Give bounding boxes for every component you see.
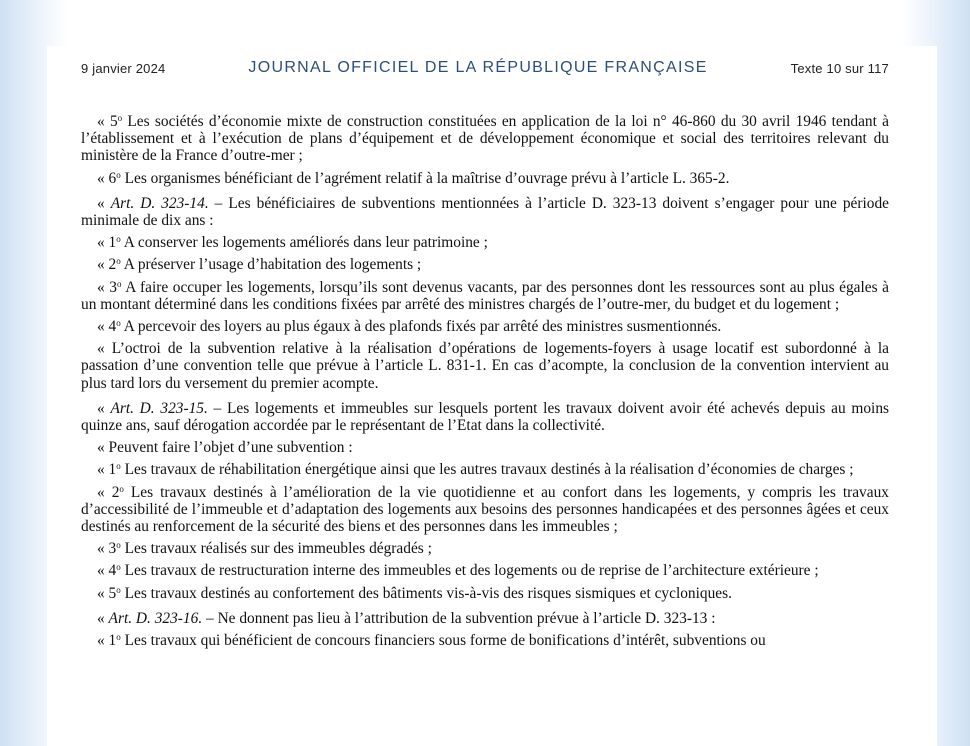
ordinal-marker: o (116, 461, 121, 472)
paragraph-text: L’octroi de la subvention relative à la réalisation d’opérations de logements-foyers à usage locatif est subordonné à la passation d’une convention telle que prévue à l’article L. 831-1. En cas d’acompte, la conclusion de la convention intervient au plus tard lors du versement du premier acompte. (81, 340, 890, 392)
article-paragraph (81, 400, 889, 434)
paragraph (81, 340, 889, 392)
paragraph (81, 562, 889, 579)
paragraph (81, 540, 889, 557)
paragraph-text: Les organismes bénéficiant de l’agrément relatif à la maîtrise d’ouvrage prévu à l’article L. 365-2. (120, 169, 730, 187)
paragraph-text: Les travaux de restructuration interne des immeubles et des logements ou de reprise de l’architecture extérieure ; (120, 562, 819, 580)
article-number: Art. D. 323-16. (108, 609, 203, 627)
paragraph-lead: « (97, 340, 112, 358)
ordinal-marker: o (116, 256, 121, 267)
paragraph-text: Les travaux qui bénéficient de concours financiers sous forme de bonifications d’intérêt, subventions ou (120, 632, 766, 650)
paragraph (81, 461, 889, 478)
paragraph-lead: « 1 (97, 461, 117, 479)
paragraph-text: Les sociétés d’économie mixte de construction constituées en application de la loi n° 46-860 du 30 avril 1946 tendant à l’établissement et à l’exécution de plans d’équipement et de développement économique et social des territoires relevant du ministère de la France d’outre-mer ; (81, 113, 889, 165)
paragraph (81, 585, 889, 602)
document-page (47, 46, 937, 746)
paragraph-text: Les travaux de réhabilitation énergétique ainsi que les autres travaux destinés à la réalisation d’économies de charges ; (120, 461, 854, 479)
page-header (81, 58, 889, 78)
paragraph-text: A préserver l’usage d’habitation des logements ; (120, 256, 422, 274)
ordinal-marker: o (116, 169, 121, 180)
paragraph (81, 439, 889, 456)
paragraph-lead: « 6 (97, 169, 117, 187)
paragraph-lead: « 1 (97, 632, 117, 650)
text-reference: Texte 10 sur 117 (790, 60, 889, 76)
paragraph-lead: « 2 (97, 483, 120, 501)
paragraph-text: A conserver les logements améliorés dans leur patrimoine ; (120, 234, 488, 252)
paragraph-lead: « 1 (97, 234, 117, 252)
document-body (81, 113, 889, 654)
paragraph-text: A percevoir des loyers au plus égaux à des plafonds fixés par arrêté des ministres susmentionnés. (120, 318, 722, 336)
publication-date: 9 janvier 2024 (81, 60, 166, 76)
ordinal-marker: o (116, 632, 121, 643)
article-paragraph (81, 195, 889, 229)
journal-title: JOURNAL OFFICIEL DE LA RÉPUBLIQUE FRANÇAISE (248, 59, 708, 76)
article-number: Art. D. 323-15. (110, 399, 208, 417)
paragraph-text: Peuvent faire l’objet d’une subvention : (108, 439, 353, 457)
paragraph-text: Les travaux destinés à l’amélioration de la vie quotidienne et au confort dans les logements, y compris les travaux d’accessibilité de l’immeuble et d’adaptation des logements aux besoins des personnes handicapées et des personnes âgées et ceux destinés au renforcement de la sécurité des biens et des personnes dans les immeubles ; (81, 483, 889, 536)
paragraph-lead: « (97, 609, 109, 627)
paragraph (81, 113, 889, 165)
paragraph-lead: « (97, 399, 111, 417)
ordinal-marker: o (116, 562, 121, 573)
paragraph (81, 279, 889, 313)
ordinal-marker: o (116, 234, 121, 245)
paragraph-text: – Ne donnent pas lieu à l’attribution de la subvention prévue à l’article D. 323-13 : (202, 609, 716, 627)
paragraph-text: A faire occuper les logements, lorsqu’ils sont devenus vacants, par des personnes dont les ressources sont au plus égales à un montant déterminé dans les conditions fixées par arrêté des ministres chargés de l’outre-mer, du budget et du logement ; (81, 278, 889, 313)
article-number: Art. D. 323-14. (110, 194, 209, 212)
paragraph (81, 170, 889, 187)
paragraph-lead: « 2 (97, 256, 117, 274)
paragraph-lead: « 4 (97, 562, 117, 580)
paragraph-lead: « 5 (97, 113, 118, 130)
paragraph (81, 632, 889, 649)
paragraph-text: Les travaux réalisés sur des immeubles dégradés ; (120, 540, 432, 558)
paragraph (81, 256, 889, 273)
paragraph-text: – Les bénéficiaires de subventions mentionnées à l’article D. 323-13 doivent s’engager pour une période minimale de dix ans : (81, 194, 890, 230)
ordinal-marker: o (116, 540, 121, 551)
paragraph (81, 484, 889, 536)
paragraph-text: Les travaux destinés au confortement des bâtiments vis-à-vis des risques sismiques et cycloniques. (120, 584, 732, 602)
paragraph-text: – Les logements et immeubles sur lesquels portent les travaux doivent avoir été achevés depuis au moins quinze ans, sauf dérogation accordée par le représentant de l’Etat dans la collectivité. (81, 399, 890, 435)
paragraph-lead: « (97, 194, 111, 212)
paragraph (81, 234, 889, 251)
ordinal-marker: o (116, 584, 121, 595)
ordinal-marker: o (117, 113, 123, 123)
paragraph-lead: « 5 (97, 584, 117, 602)
paragraph-lead: « (97, 439, 109, 457)
ordinal-marker: o (116, 318, 121, 329)
ordinal-marker: o (116, 278, 122, 289)
paragraph (81, 318, 889, 335)
ordinal-marker: o (119, 483, 124, 494)
paragraph-lead: « 3 (97, 278, 117, 296)
paragraph-lead: « 4 (97, 318, 117, 336)
article-paragraph (81, 610, 889, 627)
paragraph-lead: « 3 (97, 540, 117, 558)
